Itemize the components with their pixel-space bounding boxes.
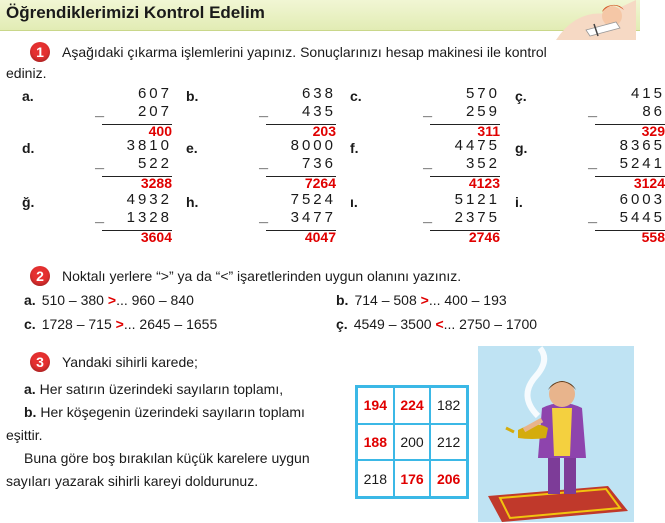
minus-sign: _: [588, 154, 597, 171]
subtrahend: 86: [642, 103, 665, 120]
comparison-a: [24, 292, 194, 308]
minuend: 570: [465, 85, 500, 102]
question-2-text: Noktalı yerlere “>” ya da “<” işaretlerinden uygun olanını yazınız.: [62, 268, 462, 284]
subtrahend: 352: [465, 155, 500, 172]
answer[interactable]: 4047: [304, 229, 336, 245]
problem-label: b.: [186, 88, 199, 104]
minus-sign: _: [423, 102, 432, 119]
subtrahend: 259: [465, 103, 500, 120]
question-3-line4: Buna göre boş bırakılan küçük karelere uygun: [24, 450, 310, 466]
minuend: 6003: [619, 191, 665, 208]
minus-sign: _: [588, 208, 597, 225]
subtrahend: 5445: [619, 209, 665, 226]
minus-sign: _: [259, 208, 268, 225]
comparison-symbol: >: [115, 316, 124, 332]
comparison-left: 1728 – 715: [41, 316, 112, 332]
magic-square-cell[interactable]: 224: [394, 387, 431, 424]
page-title: Öğrendiklerimizi Kontrol Edelim: [6, 3, 265, 22]
subtrahend: 435: [301, 103, 336, 120]
minuend: 3810: [126, 137, 172, 154]
subtraction-problem: [22, 191, 172, 250]
girl-writing-illustration: [546, 0, 636, 40]
answer[interactable]: 3288: [140, 175, 172, 191]
comparison-label: b.: [336, 292, 349, 308]
minuend: 5121: [454, 191, 500, 208]
problem-label: i.: [515, 194, 523, 210]
comparison-left: 4549 – 3500: [353, 316, 432, 332]
comparison-left: 714 – 508: [354, 292, 417, 308]
comparison-right: ... 400 – 193: [428, 292, 507, 308]
question-3-badge: 3: [30, 352, 50, 372]
minuend: 415: [630, 85, 665, 102]
answer[interactable]: 400: [148, 123, 172, 139]
magic-square-cell[interactable]: 194: [357, 387, 394, 424]
answer[interactable]: 3124: [633, 175, 665, 191]
subtraction-problem: [22, 137, 172, 196]
minus-sign: _: [95, 102, 104, 119]
answer[interactable]: 3604: [140, 229, 172, 245]
magic-square-cell[interactable]: 188: [357, 424, 394, 461]
problem-label: h.: [186, 194, 199, 210]
problem-label: f.: [350, 140, 359, 156]
subtrahend: 207: [137, 103, 172, 120]
subtraction-problem: [186, 137, 336, 196]
question-1-text-cont: ediniz.: [6, 65, 47, 81]
comparison-label: a.: [24, 292, 36, 308]
answer[interactable]: 4123: [468, 175, 500, 191]
minuend: 638: [301, 85, 336, 102]
magic-square-cell: 212: [430, 424, 467, 461]
comparison-c: [24, 316, 217, 332]
answer[interactable]: 7264: [304, 175, 336, 191]
answer[interactable]: 558: [641, 229, 665, 245]
comparison-b: [336, 292, 507, 308]
subtraction-problem: [515, 85, 665, 144]
minus-sign: _: [259, 102, 268, 119]
question-3-line3: eşittir.: [6, 427, 43, 443]
problem-label: g.: [515, 140, 528, 156]
subtraction-problem: [350, 191, 500, 250]
comparison-symbol: >: [420, 292, 429, 308]
problem-label: ç.: [515, 88, 527, 104]
minus-sign: _: [423, 208, 432, 225]
answer[interactable]: 203: [312, 123, 336, 139]
subtrahend: 736: [301, 155, 336, 172]
subtraction-problem: [515, 137, 665, 196]
question-3-title: Yandaki sihirli karede;: [62, 354, 198, 370]
subtrahend: 3477: [290, 209, 336, 226]
problem-label: d.: [22, 140, 35, 156]
question-1-text: Aşağıdaki çıkarma işlemlerini yapınız. Sonuçlarınızı hesap makinesi ile kontrol: [62, 44, 547, 60]
problem-label: a.: [22, 88, 34, 104]
problem-label: ı.: [350, 194, 358, 210]
subtraction-problem: [515, 191, 665, 250]
subtrahend: 5241: [619, 155, 665, 172]
question-1-badge: 1: [30, 42, 50, 62]
item-label: b.: [24, 404, 37, 420]
subtraction-problem: [350, 137, 500, 196]
subtrahend: 522: [137, 155, 172, 172]
magic-square: [355, 385, 469, 499]
minuend: 8365: [619, 137, 665, 154]
comparison-label: c.: [24, 316, 36, 332]
item-text: Her satırın üzerindeki sayıların toplamı,: [39, 381, 284, 397]
comparison-label: ç.: [336, 316, 348, 332]
minuend: 4475: [454, 137, 500, 154]
problem-label: e.: [186, 140, 198, 156]
minus-sign: _: [423, 154, 432, 171]
minuend: 8000: [290, 137, 336, 154]
minuend: 4932: [126, 191, 172, 208]
comparison-right: ... 2750 – 1700: [443, 316, 538, 332]
subtraction-problem: [350, 85, 500, 144]
subtraction-problem: [186, 191, 336, 250]
minus-sign: _: [95, 208, 104, 225]
problem-label: ğ.: [22, 194, 35, 210]
question-2-badge: 2: [30, 266, 50, 286]
item-text: Her köşegenin üzerindeki sayıların toplamı: [40, 404, 305, 420]
minus-sign: _: [95, 154, 104, 171]
minuend: 7524: [290, 191, 336, 208]
magic-square-cell[interactable]: 176: [394, 460, 431, 497]
item-label: a.: [24, 381, 36, 397]
question-3-line5: sayıları yazarak sihirli kareyi doldurunuz.: [6, 473, 259, 489]
subtraction-problem: [186, 85, 336, 144]
problem-label: c.: [350, 88, 362, 104]
minus-sign: _: [588, 102, 597, 119]
minus-sign: _: [259, 154, 268, 171]
comparison-symbol: >: [107, 292, 117, 308]
comparison-right: ... 2645 – 1655: [123, 316, 218, 332]
question-3-item-a: [24, 378, 283, 400]
comparison-right: ... 960 – 840: [116, 292, 194, 308]
magic-square-cell: 182: [430, 387, 467, 424]
answer[interactable]: 2746: [468, 229, 500, 245]
comparison-left: 510 – 380: [41, 292, 104, 308]
answer[interactable]: 311: [477, 123, 500, 139]
magic-square-cell: 218: [357, 460, 394, 497]
magic-square-cell: 200: [394, 424, 431, 461]
comparison-symbol: <: [435, 316, 444, 332]
answer[interactable]: 329: [641, 123, 665, 139]
subtrahend: 1328: [126, 209, 172, 226]
question-3-item-b: [24, 401, 305, 423]
minuend: 607: [137, 85, 172, 102]
subtraction-problem: [22, 85, 172, 144]
magic-square-cell[interactable]: 206: [430, 460, 467, 497]
genie-lamp-illustration: [478, 346, 634, 522]
subtrahend: 2375: [454, 209, 500, 226]
comparison-c-cedilla: [336, 316, 537, 332]
